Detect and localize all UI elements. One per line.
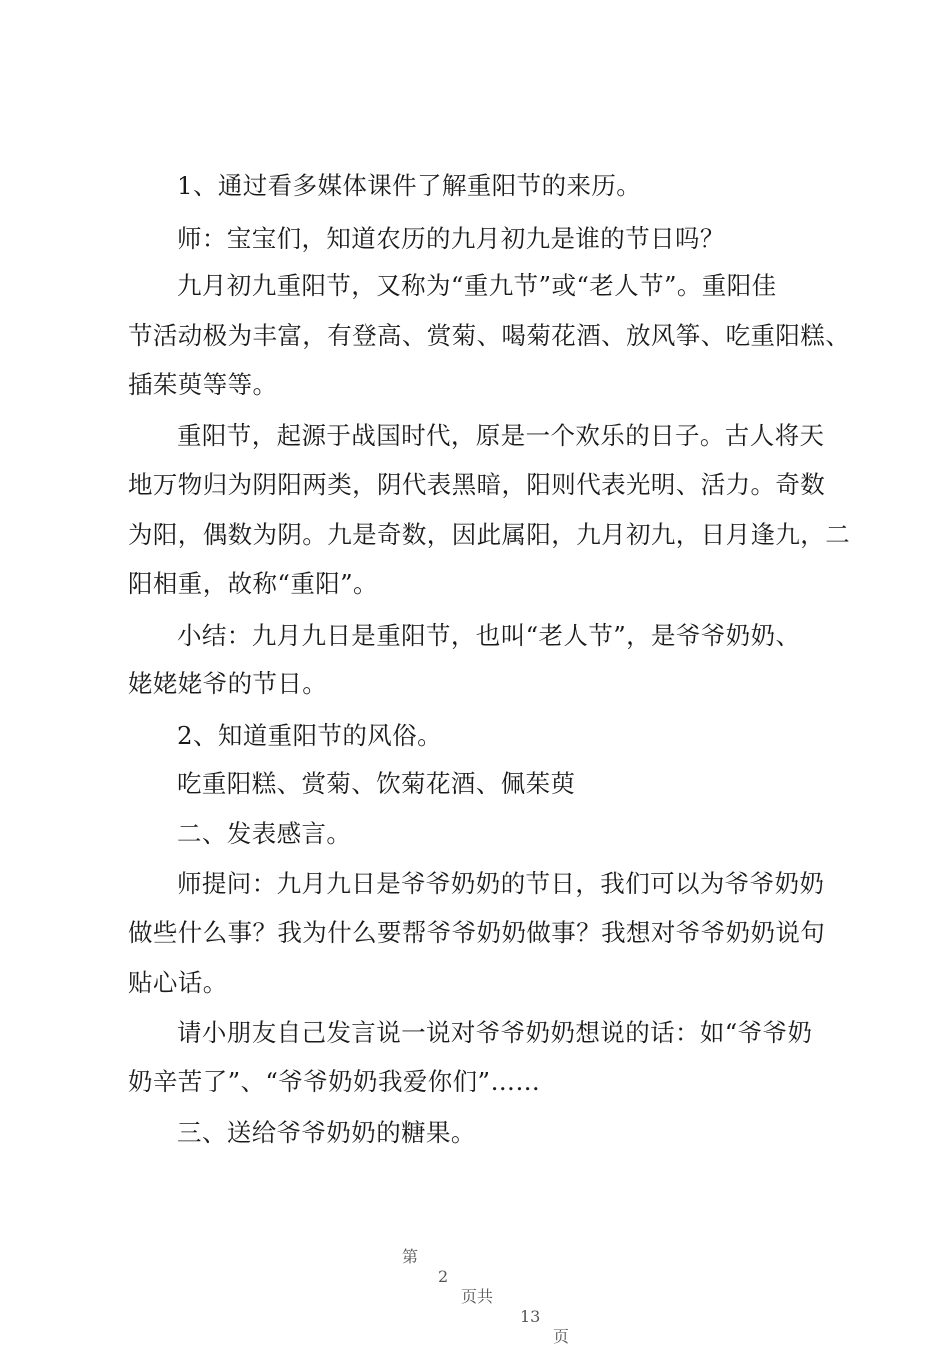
page-footer	[0, 1227, 950, 1367]
paragraph-line: 地万物归为阴阳两类，阴代表黑暗，阳则代表光明、活力。奇数	[128, 470, 826, 499]
paragraph-line: 重阳节，起源于战国时代，原是一个欢乐的日子。古人将天	[177, 421, 825, 450]
current-page-number: 2	[438, 1267, 449, 1286]
page-label-prefix: 第	[402, 1247, 419, 1266]
paragraph-line: 阳相重，故称“重阳”。	[128, 569, 378, 598]
paragraph-line: 奶辛苦了”、“爷爷奶奶我爱你们”……	[128, 1067, 541, 1096]
paragraph-line: 节活动极为丰富，有登高、赏菊、喝菊花酒、放风筝、吃重阳糕、	[128, 321, 851, 350]
page-label-suffix: 页	[553, 1327, 570, 1346]
paragraph-line: 吃重阳糕、赏菊、饮菊花酒、佩茱萸	[177, 769, 576, 798]
paragraph-line: 2、知道重阳节的风俗。	[177, 721, 442, 750]
paragraph-line: 二、发表感言。	[177, 819, 352, 848]
paragraph-line: 师提问：九月九日是爷爷奶奶的节日，我们可以为爷爷奶奶	[177, 869, 825, 898]
paragraph-line: 贴心话。	[128, 968, 228, 997]
paragraph-line: 为阳，偶数为阴。九是奇数，因此属阳，九月初九，日月逢九，二	[128, 520, 851, 549]
paragraph-line: 姥姥姥爷的节日。	[128, 669, 328, 698]
page-label-mid: 页共	[461, 1287, 494, 1306]
paragraph-line: 做些什么事？我为什么要帮爷爷奶奶做事？我想对爷爷奶奶说句	[128, 918, 826, 947]
paragraph-line: 三、送给爷爷奶奶的糖果。	[177, 1118, 476, 1147]
paragraph-line: 师：宝宝们，知道农历的九月初九是谁的节日吗？	[177, 224, 725, 253]
paragraph-line: 小结：九月九日是重阳节，也叫“老人节”，是爷爷奶奶、	[177, 621, 801, 650]
paragraph-line: 插茱萸等等。	[128, 370, 278, 399]
paragraph-line: 九月初九重阳节，又称为“重九节”或“老人节”。重阳佳	[177, 271, 777, 300]
total-pages-number: 13	[520, 1307, 541, 1326]
paragraph-line: 1、通过看多媒体课件了解重阳节的来历。	[177, 171, 642, 200]
paragraph-line: 请小朋友自己发言说一说对爷爷奶奶想说的话：如“爷爷奶	[177, 1018, 813, 1047]
